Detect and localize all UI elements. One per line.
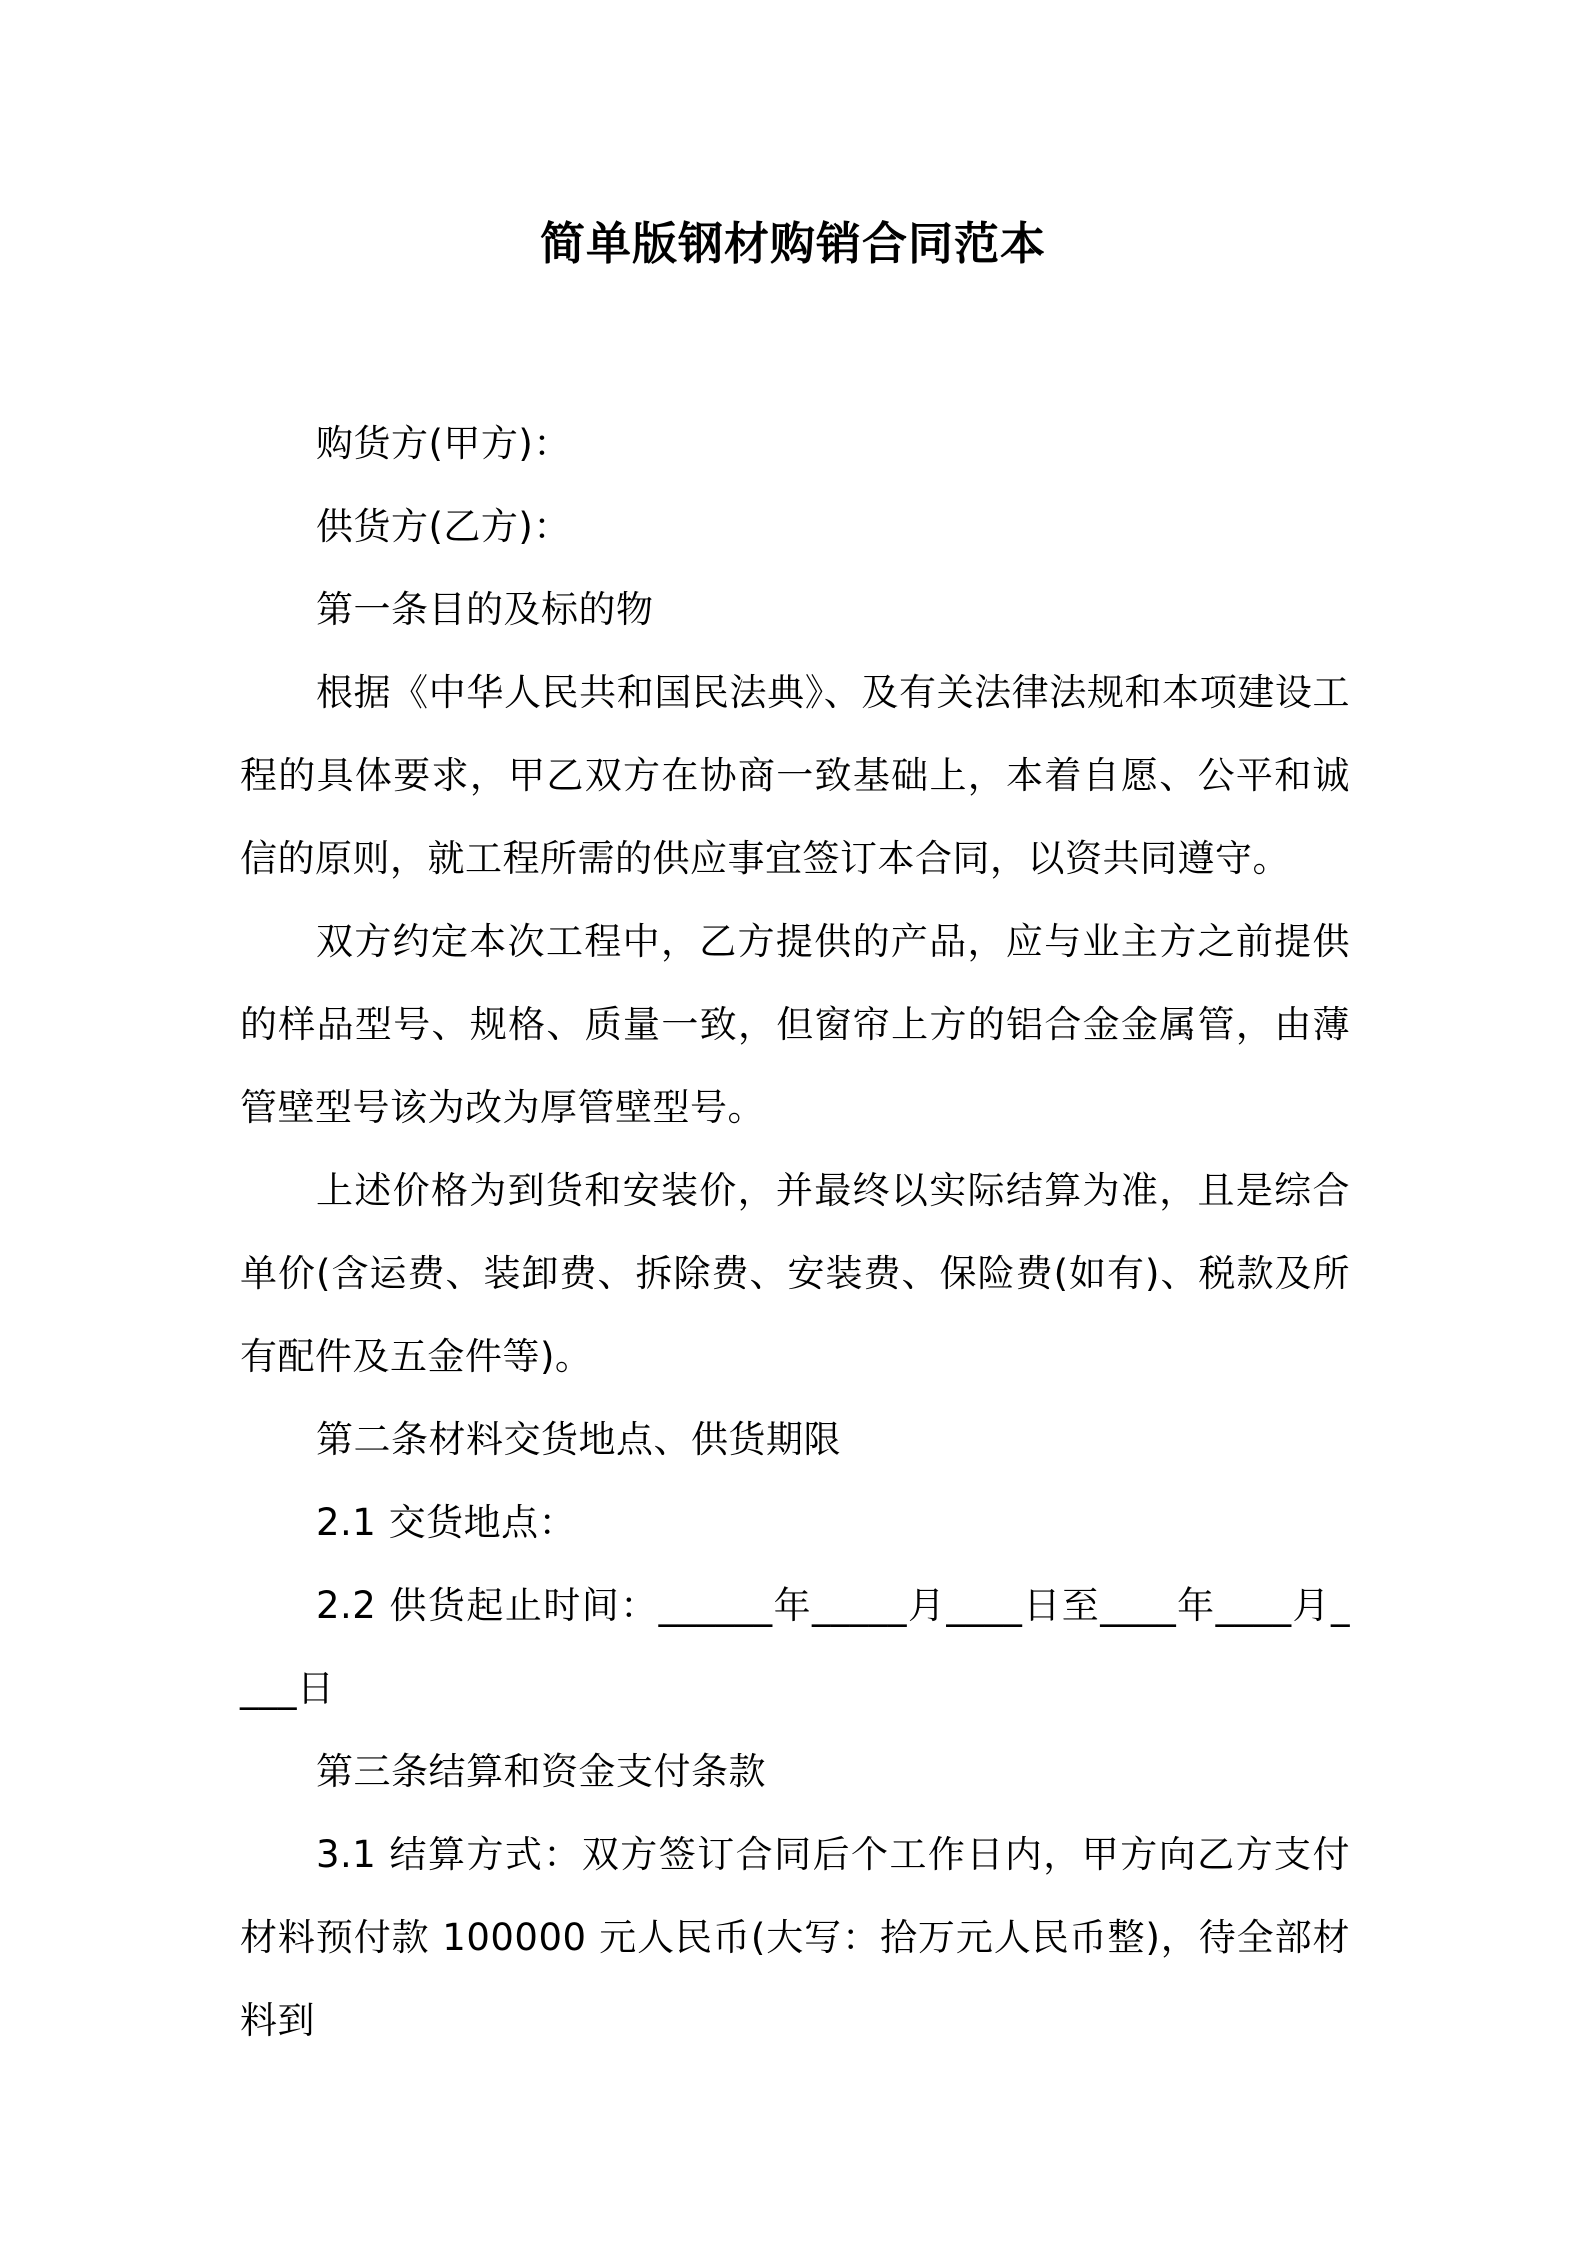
article-1-paragraph-2: 双方约定本次工程中，乙方提供的产品，应与业主方之前提供的样品型号、规格、质量一致，但窗帘上方的铝合金金属管，由薄管壁型号该为改为厚管壁型号。 (240, 920, 1350, 1129)
article-1-heading: 第一条目的及标的物 (316, 588, 654, 631)
document-body (240, 402, 1350, 2062)
party-a-line: 购货方(甲方)： (316, 422, 571, 465)
settlement-method: 3.1 结算方式：双方签订合同后个工作日内，甲方向乙方支付材料预付款 100000 元人民币(大写：拾万元人民币整)，待全部材料到 (240, 1833, 1350, 2042)
article-1-paragraph-1: 根据《中华人民共和国民法典》、及有关法律法规和本项建设工程的具体要求，甲乙双方在协商一致基础上，本着自愿、公平和诚信的原则，就工程所需的供应事宜签订本合同，以资共同遵守。 (240, 671, 1350, 880)
document-title: 简单版钢材购销合同范本 (539, 217, 1046, 270)
article-3-heading: 第三条结算和资金支付条款 (316, 1750, 766, 1793)
supply-period: 2.2 供货起止时间：______年_____月____日至____年____月____日 (240, 1584, 1350, 1710)
party-b-line: 供货方(乙方)： (316, 505, 571, 548)
article-2-heading: 第二条材料交货地点、供货期限 (316, 1418, 841, 1461)
delivery-location: 2.1 交货地点： (316, 1501, 577, 1544)
article-1-paragraph-3: 上述价格为到货和安装价，并最终以实际结算为准，且是综合单价(含运费、装卸费、拆除费、安装费、保险费(如有)、税款及所有配件及五金件等)。 (240, 1169, 1350, 1378)
